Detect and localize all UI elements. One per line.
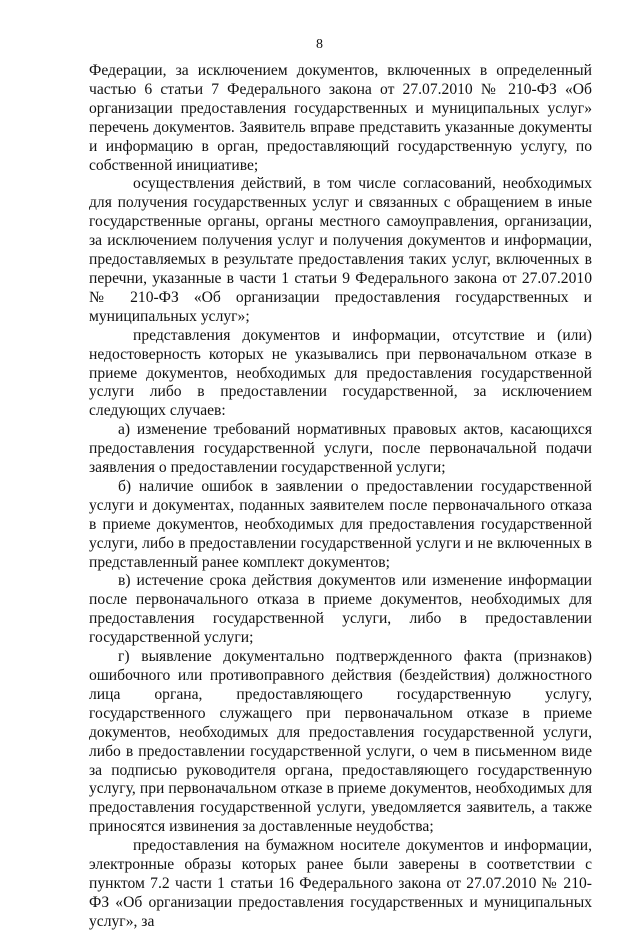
list-item-a: а) изменение требований нормативных правовых актов, касающихся предоставления государственной услуги, после первоначальной подачи заявления о предоставлении государственной услуги; xyxy=(89,421,592,477)
paragraph-paper-documents: предоставления на бумажном носителе документов и информации, электронные образы которых ранее были заверены в соответствии с пунктом 7.2 части 1 статьи 16 Федерального закона от 27.07.2010 № 210-ФЗ «Об организации предоставления государственных и муниципальных услуг», за xyxy=(89,837,592,930)
list-item-g: г) выявление документально подтвержденного факта (признаков) ошибочного или противоправного действия (бездействия) должностного лица органа, предоставляющего государственную услугу, государственного служащего при первоначальном отказе в приеме документов, необходимых для предоставления государственной услуги, либо в предоставлении государственной услуги, о чем в письменном виде за подписью руководителя органа, предоставляющего государственную услугу, при первоначальном отказе в приеме документов, необходимых для предоставления государственной услуги, уведомляется заявитель, а также приносятся извинения за доставленные неудобства; xyxy=(89,648,592,836)
document-body xyxy=(89,62,592,932)
paragraph-continuation: Федерации, за исключением документов, включенных в определенный частью 6 статьи 7 Федерального закона от 27.07.2010 № 210-ФЗ «Об организации предоставления государственных и муниципальных услуг» перечень документов. Заявитель вправе представить указанные документы и информацию в орган, предоставляющий государственную услугу, по собственной инициативе; xyxy=(89,62,592,174)
list-item-b: б) наличие ошибок в заявлении о предоставлении государственной услуги и документах, поданных заявителем после первоначального отказа в приеме документов, необходимых для предоставления государственной услуги, либо в предоставлении государственной услуги и не включенных в представленный ранее комплект документов; xyxy=(89,477,592,571)
paragraph-documents: представления документов и информации, отсутствие и (или) недостоверность которых не указывались при первоначальном отказе в приеме документов, необходимых для предоставления государственной услуги либо в предоставлении государственной, за исключением следующих случаев: xyxy=(89,326,592,420)
paragraph-actions: осуществления действий, в том числе согласований, необходимых для получения государственных услуг и связанных с обращением в иные государственные органы, органы местного самоуправления, организации, за исключением получения услуг и получения документов и информации, предоставляемых в результате предоставления таких услуг, включенных в перечни, указанные в части 1 статьи 9 Федерального закона от 27.07.2010 № 210-ФЗ «Об организации предоставления государственных и муниципальных услуг»; xyxy=(89,175,592,325)
page-number: 8 xyxy=(316,37,323,52)
list-item-v: в) истечение срока действия документов или изменение информации после первоначального отказа в приеме документов, необходимых для предоставления государственной услуги, либо в предоставлении государственной услуги; xyxy=(89,572,592,647)
